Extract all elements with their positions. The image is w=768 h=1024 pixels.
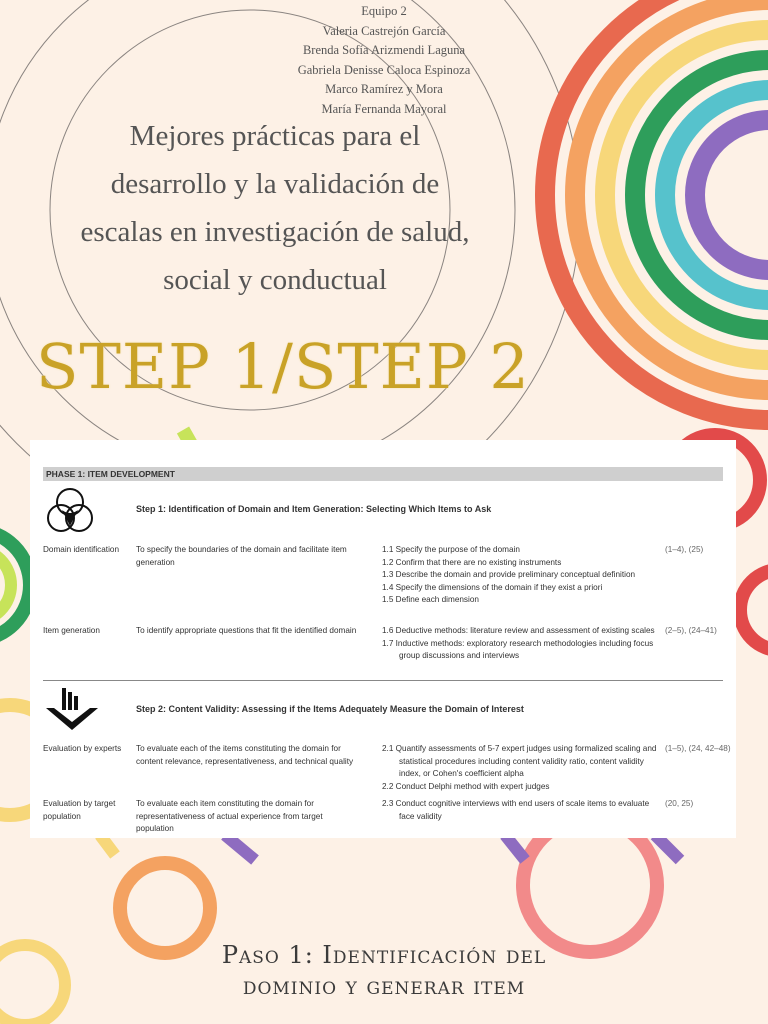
section-divider xyxy=(43,680,723,681)
row-item: 1.2 Confirm that there are no existing instruments xyxy=(382,557,562,567)
row-refs: (20, 25) xyxy=(665,799,694,808)
funnel-bars-icon xyxy=(44,686,100,732)
paso-heading xyxy=(0,940,768,1002)
row-items xyxy=(382,743,657,793)
row-items xyxy=(382,625,657,663)
row-items xyxy=(382,798,657,823)
row-items xyxy=(382,544,657,607)
row-item: 2.2 Conduct Delphi method with expert judges xyxy=(382,781,550,791)
purple-stroke xyxy=(505,835,525,860)
row-item: 1.5 Define each dimension xyxy=(382,595,479,604)
row-item: 1.4 Specify the dimensions of the domain if they exist a priori xyxy=(382,582,603,592)
row-item: 1.3 Describe the domain and provide preliminary conceptual definition xyxy=(382,570,636,579)
row-refs: (1–4), (25) xyxy=(665,545,704,554)
team-member: Marco Ramírez y Mora xyxy=(325,82,443,96)
presentation-title xyxy=(60,112,490,304)
row-item: 1.1 Specify the purpose of the domain xyxy=(382,545,520,554)
row-refs: (1–5), (24, 42–48) xyxy=(665,744,731,753)
row-activity: Domain identification xyxy=(43,545,120,554)
step-heading: STEP 1/STEP 2 xyxy=(36,330,530,403)
row-item: 1.6 Deductive methods: literature review and assessment of existing scales xyxy=(382,626,655,635)
left-ring xyxy=(0,549,11,621)
team-group: Equipo 2 xyxy=(361,4,407,18)
row-activity: Item generation xyxy=(43,626,100,635)
purple-stroke xyxy=(655,835,680,860)
title-line: escalas en investigación de salud, xyxy=(80,216,470,248)
row-purpose: To specify the boundaries of the domain and facilitate item generation xyxy=(136,545,347,567)
phase-header: PHASE 1: ITEM DEVELOPMENT xyxy=(43,467,723,481)
team-list xyxy=(0,2,768,119)
team-member: María Fernanda Mayoral xyxy=(321,101,447,116)
title-line: social y conductual xyxy=(163,264,387,296)
row-item: 2.3 Conduct cognitive interviews with end users of scale items to evaluate face validity xyxy=(382,799,650,821)
row-purpose: To evaluate each item constituting the domain for representativeness of actual experience from target population xyxy=(136,799,323,833)
table-card xyxy=(30,440,736,838)
team-member: Valeria Castrejón García xyxy=(322,23,446,38)
title-line: Mejores prácticas para el xyxy=(129,120,421,152)
row-refs: (2–5), (24–41) xyxy=(665,626,717,635)
paso-line: Paso 1: Identificación del xyxy=(221,941,547,969)
purple-stroke xyxy=(225,835,255,860)
row-purpose: To evaluate each of the items constituting the domain for content relevance, representativeness, and technical quality xyxy=(136,744,354,766)
paso-line: dominio y generar item xyxy=(242,972,526,1000)
row-activity: Evaluation by target population xyxy=(43,799,116,821)
title-line: desarrollo y la validación de xyxy=(110,168,440,200)
team-member: Gabriela Denisse Caloca Espinoza xyxy=(297,62,471,77)
pink-ring xyxy=(523,818,657,952)
row-purpose: To identify appropriate questions that fit the identified domain xyxy=(136,626,357,635)
team-member: Brenda Sofía Arizmendi Laguna xyxy=(302,43,466,57)
step1-title: Step 1: Identification of Domain and Item Generation: Selecting Which Items to Ask xyxy=(136,504,492,514)
row-activity: Evaluation by experts xyxy=(43,744,122,753)
yellow-stroke xyxy=(100,835,115,855)
venn-diagram-icon xyxy=(42,486,98,538)
row-item: 2.1 Quantify assessments of 5-7 expert judges using formalized scaling and statistical procedures including content validity ratio, content validity index, or Cohen's coefficient alpha xyxy=(382,744,657,778)
right-ring xyxy=(740,570,768,650)
row-item: 1.7 Inductive methods: exploratory research methodologies including focus group discussions and interviews xyxy=(382,638,654,660)
step2-title: Step 2: Content Validity: Assessing if the Items Adequately Measure the Domain of Interest xyxy=(136,704,524,714)
